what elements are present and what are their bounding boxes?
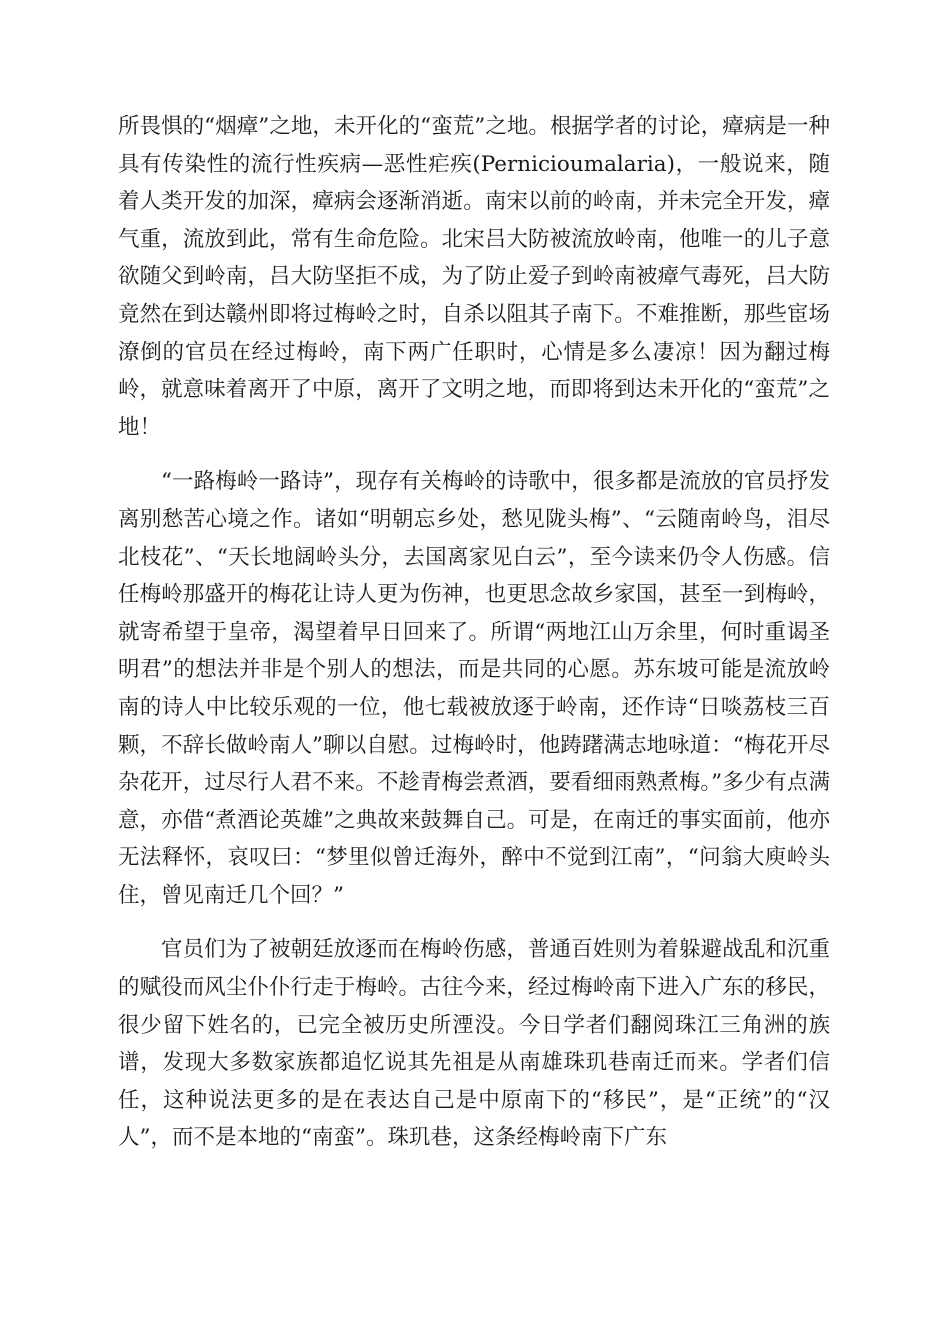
paragraph-migrants-zhujixiang: 官员们为了被朝廷放逐而在梅岭伤感，普通百姓则为着躲避战乱和沉重的赋役而风尘仆仆行走于梅岭。古往今来，经过梅岭南下进入广东的移民，很少留下姓名的，已完全被历史所湮没。今日学者们翻阅珠江三角洲的族谱，发现大多数家族都追忆说其先祖是从南雄珠玑巷南迁而来。学者们信任，这种说法更多的是在表达自己是中原南下的“移民”，是“正统”的“汉人”，而不是本地的“南蛮”。珠玑巷，这条经梅岭南下广东 <box>118 937 830 1151</box>
paragraph-meiling-poems: “一路梅岭一路诗”，现存有关梅岭的诗歌中，很多都是流放的官员抒发离别愁苦心境之作。诸如“明朝忘乡处，愁见陇头梅”、“云随南岭鸟，泪尽北枝花”、“天长地阔岭头分，去国离家见白云”，至今读来仍令人伤感。信任梅岭那盛开的梅花让诗人更为伤神，也更思念故乡家国，甚至一到梅岭，就寄希望于皇帝，渴望着早日回来了。所谓“两地江山万余里，何时重谒圣明君”的想法并非是个别人的想法，而是共同的心愿。苏东坡可能是流放岭南的诗人中比较乐观的一位，他七载被放逐于岭南，还作诗“日啖荔枝三百颗，不辞长做岭南人”聊以自慰。过梅岭时，他踌躇满志地咏道：“梅花开尽杂花开，过尽行人君不来。不趁青梅尝煮酒，要看细雨熟煮梅。”多少有点满意，亦借“煮酒论英雄”之典故来鼓舞自己。可是，在南迁的事实面前，他亦无法释怀，哀叹曰：“梦里似曾迁海外，醉中不觉到江南”，“问翁大庾岭头住，曾见南迁几个回？” <box>118 469 830 908</box>
paragraph-miasma-exile: 所畏惧的“烟瘴”之地，未开化的“蛮荒”之地。根据学者的讨论，瘴病是一种具有传染性的流行性疾病—恶性疟疾(Pernicioumalaria)，一般说来，随着人类开发的加深，瘴病会逐渐消逝。南宋以前的岭南，并未完全开发，瘴气重，流放到此，常有生命危险。北宋吕大防被流放岭南，他唯一的儿子意欲随父到岭南，吕大防坚拒不成，为了防止爱子到岭南被瘴气毒死，吕大防竟然在到达赣州即将过梅岭之时，自杀以阻其子南下。不难推断，那些宦场潦倒的官员在经过梅岭，南下两广任职时，心情是多么凄凉！因为翻过梅岭，就意味着离开了中原，离开了文明之地，而即将到达未开化的“蛮荒”之地！ <box>118 114 830 440</box>
document-body <box>118 108 830 1157</box>
